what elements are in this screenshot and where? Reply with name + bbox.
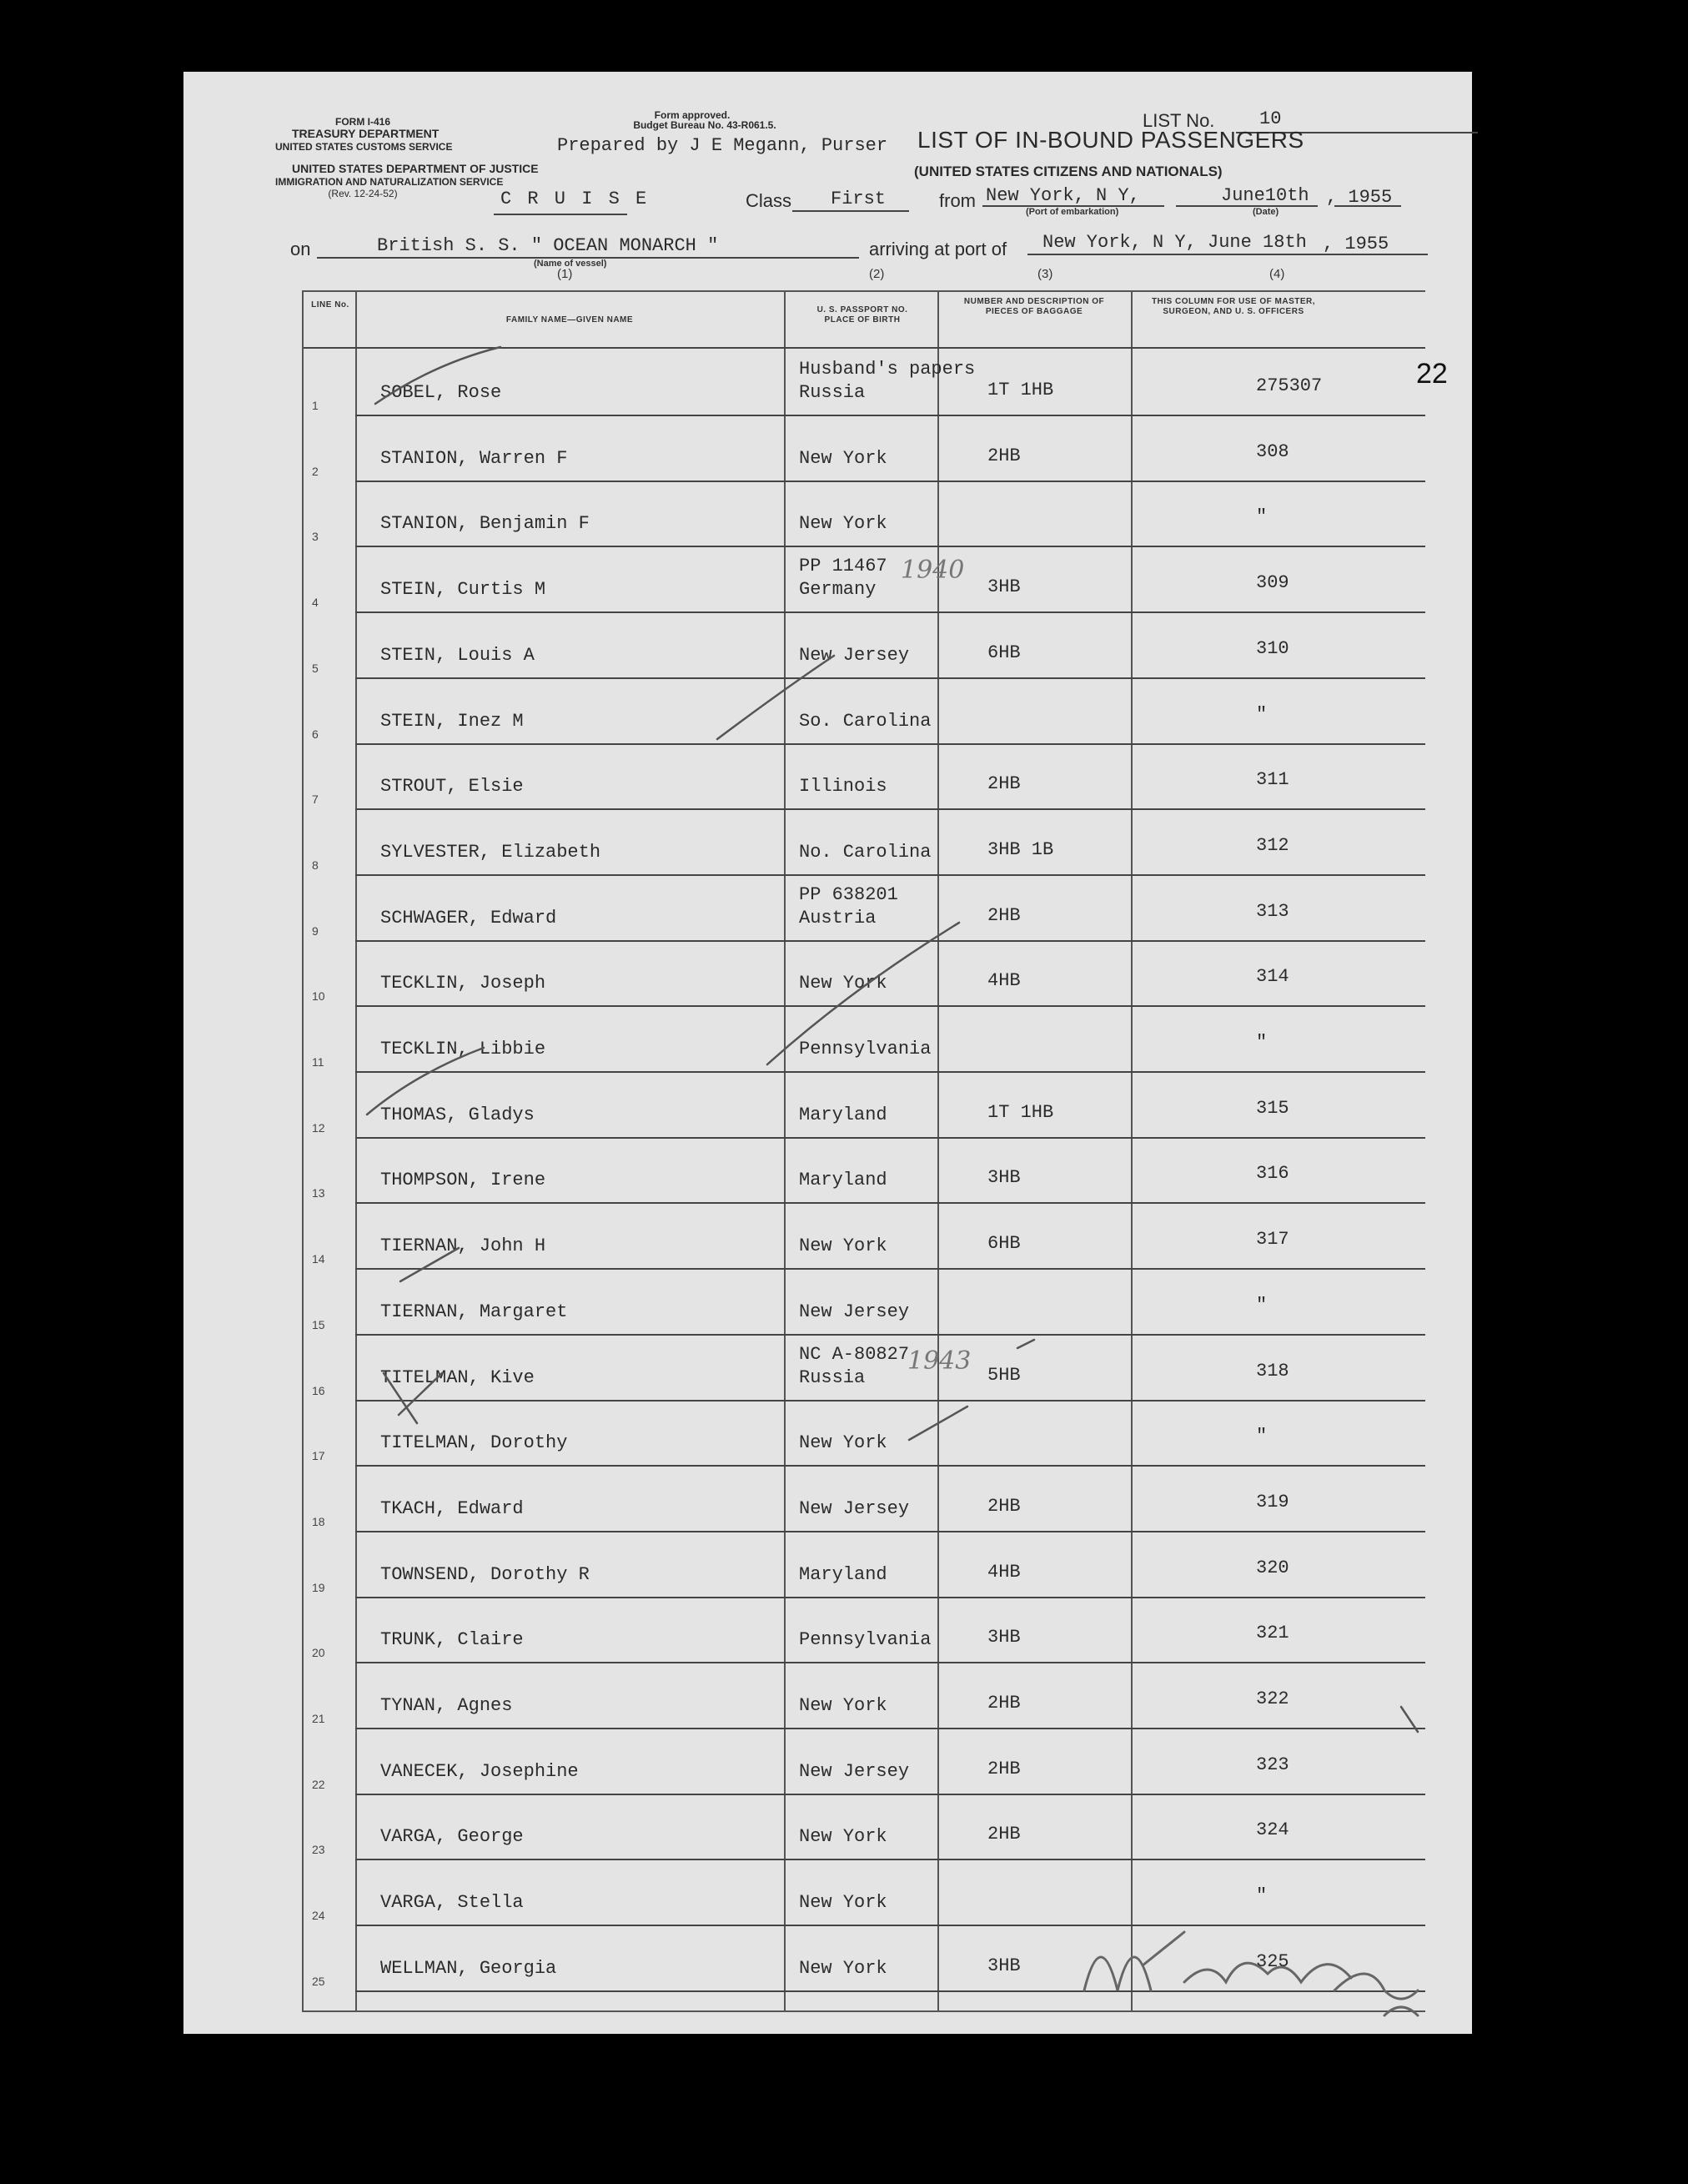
officer-number: 317 xyxy=(1256,1229,1289,1251)
list-no-label: LIST No. xyxy=(1143,110,1215,131)
line-number: 1 xyxy=(312,399,319,412)
arriving-label: arriving at port of xyxy=(869,239,1007,259)
officer-number: " xyxy=(1256,703,1268,725)
manifest-subtitle: (UNITED STATES CITIZENS AND NATIONALS) xyxy=(914,164,1223,179)
passenger-name: SCHWAGER, Edward xyxy=(380,907,557,928)
line-number: 15 xyxy=(312,1317,325,1331)
place-of-birth: Maryland xyxy=(799,1104,887,1125)
passenger-name: TKACH, Edward xyxy=(380,1497,524,1519)
officer-number: 310 xyxy=(1256,637,1289,659)
officer-number: 320 xyxy=(1256,1557,1289,1578)
line-number: 12 xyxy=(312,1120,325,1135)
officer-number: 275307 xyxy=(1256,375,1323,396)
baggage: 2HB xyxy=(987,1758,1021,1779)
passenger-name: STANION, Warren F xyxy=(380,447,568,469)
baggage: 2HB xyxy=(987,904,1021,926)
line-number: 18 xyxy=(312,1514,325,1528)
baggage: 4HB xyxy=(987,970,1021,992)
line-number: 3 xyxy=(312,530,319,544)
officer-number: " xyxy=(1256,1885,1268,1907)
officer-number: 313 xyxy=(1256,900,1289,922)
line-number: 24 xyxy=(312,1909,325,1923)
officer-number: " xyxy=(1256,1032,1268,1053)
passenger-name: STEIN, Inez M xyxy=(380,710,524,732)
place-of-birth: So. Carolina xyxy=(799,710,932,732)
officer-number: 315 xyxy=(1256,1097,1289,1119)
header-officers: THIS COLUMN FOR USE OF MASTER, SURGEON, AND U. S. OFFICERS xyxy=(1151,297,1316,316)
from-label: from xyxy=(939,190,976,211)
line-number: 17 xyxy=(312,1449,325,1463)
header-baggage: NUMBER AND DESCRIPTION OF PIECES OF BAGGAGE xyxy=(963,297,1105,316)
place-of-birth: Germany xyxy=(799,579,877,601)
line-number: 21 xyxy=(312,1712,325,1725)
place-of-birth: New York xyxy=(799,1235,887,1257)
place-of-birth: No. Carolina xyxy=(799,841,932,863)
baggage: 1T 1HB xyxy=(987,1101,1054,1123)
passenger-name: TITELMAN, Kive xyxy=(380,1366,535,1388)
place-of-birth: New York xyxy=(799,973,887,994)
passenger-name: THOMAS, Gladys xyxy=(380,1104,535,1125)
date-caption: (Date) xyxy=(1253,207,1279,217)
place-of-birth: New York xyxy=(799,1957,887,1979)
vessel-caption: (Name of vessel) xyxy=(534,259,607,269)
cruise-label: C R U I S E xyxy=(500,189,650,209)
place-of-birth: Austria xyxy=(799,907,877,928)
handwritten-year-1: 1940 xyxy=(901,556,965,585)
col-num-4: (4) xyxy=(1269,267,1285,281)
baggage: 3HB xyxy=(987,1167,1021,1189)
baggage: 2HB xyxy=(987,445,1021,466)
baggage: 2HB xyxy=(987,1495,1021,1517)
passenger-name: WELLMAN, Georgia xyxy=(380,1957,557,1979)
header-line-no: LINE No. xyxy=(311,300,349,309)
side-number: 22 xyxy=(1416,358,1448,390)
officer-number: 321 xyxy=(1256,1623,1289,1644)
passenger-name: TITELMAN, Dorothy xyxy=(380,1432,568,1454)
officer-number: 308 xyxy=(1256,440,1289,462)
officer-number: " xyxy=(1256,1294,1268,1316)
baggage: 3HB xyxy=(987,576,1021,598)
passenger-name: TIERNAN, John H xyxy=(380,1235,546,1257)
col-num-3: (3) xyxy=(1037,267,1053,281)
officer-number: 316 xyxy=(1256,1163,1289,1185)
on-label: on xyxy=(290,239,311,259)
baggage: 3HB 1B xyxy=(987,838,1054,860)
passenger-name: TECKLIN, Joseph xyxy=(380,973,546,994)
passenger-name: SOBEL, Rose xyxy=(380,382,502,403)
baggage: 4HB xyxy=(987,1561,1021,1583)
arrival-year: , 1955 xyxy=(1323,234,1389,254)
baggage: 6HB xyxy=(987,1233,1021,1255)
officer-number: 311 xyxy=(1256,769,1289,791)
officer-number: 324 xyxy=(1256,1819,1289,1841)
line-number: 14 xyxy=(312,1252,325,1266)
passenger-name: STEIN, Curtis M xyxy=(380,579,546,601)
place-of-birth: New York xyxy=(799,1826,887,1848)
passenger-name: VARGA, Stella xyxy=(380,1892,524,1914)
place-of-birth: Illinois xyxy=(799,776,887,798)
prepared-by: Prepared by J E Megann, Purser xyxy=(557,135,888,156)
line-number: 23 xyxy=(312,1843,325,1857)
manifest-page xyxy=(183,72,1472,2034)
line-number: 4 xyxy=(312,596,319,610)
officer-number: 319 xyxy=(1256,1491,1289,1512)
place-of-birth: New York xyxy=(799,1892,887,1914)
place-of-birth: New Jersey xyxy=(799,1760,910,1782)
passport-no: NC A-80827 xyxy=(799,1343,910,1365)
line-number: 7 xyxy=(312,793,319,807)
passport-no: PP 11467 xyxy=(799,556,887,577)
line-number: 19 xyxy=(312,1580,325,1594)
header-name: FAMILY NAME—GIVEN NAME xyxy=(505,315,634,325)
vessel-name: British S. S. " OCEAN MONARCH " xyxy=(377,235,719,256)
passenger-name: VANECEK, Josephine xyxy=(380,1760,579,1782)
handwritten-marks xyxy=(183,72,1472,2034)
passenger-name: STROUT, Elsie xyxy=(380,776,524,798)
officer-number: 312 xyxy=(1256,834,1289,856)
form-revision: (Rev. 12-24-52) xyxy=(328,188,398,199)
signature-icon xyxy=(1084,1932,1418,2015)
officer-number: " xyxy=(1256,506,1268,528)
from-value: New York, N Y, xyxy=(986,185,1140,206)
officer-number: 325 xyxy=(1256,1950,1289,1972)
ins-service: IMMIGRATION AND NATURALIZATION SERVICE xyxy=(275,176,504,188)
line-number: 16 xyxy=(312,1383,325,1397)
passenger-name: TOWNSEND, Dorothy R xyxy=(380,1563,590,1585)
treasury-dept: TREASURY DEPARTMENT xyxy=(292,127,440,140)
place-of-birth: New York xyxy=(799,513,887,535)
form-number: FORM I-416 xyxy=(334,116,390,128)
passenger-name: TIERNAN, Margaret xyxy=(380,1301,568,1322)
place-of-birth: Russia xyxy=(799,1366,866,1388)
officer-number: 314 xyxy=(1256,966,1289,988)
header-passport: U. S. PASSPORT NO. PLACE OF BIRTH xyxy=(816,305,908,325)
col-num-1: (1) xyxy=(557,267,573,281)
baggage: 3HB xyxy=(987,1627,1021,1648)
line-number: 13 xyxy=(312,1186,325,1200)
line-number: 25 xyxy=(312,1974,325,1988)
line-number: 9 xyxy=(312,923,319,938)
baggage: 3HB xyxy=(987,1955,1021,1976)
passenger-name: STANION, Benjamin F xyxy=(380,513,590,535)
class-label: Class xyxy=(746,190,792,211)
place-of-birth: Maryland xyxy=(799,1170,887,1191)
line-number: 5 xyxy=(312,661,319,675)
line-number: 6 xyxy=(312,727,319,741)
date-value: June10th xyxy=(1221,185,1309,206)
baggage: 2HB xyxy=(987,1693,1021,1713)
place-of-birth: New Jersey xyxy=(799,1497,910,1519)
line-number: 8 xyxy=(312,858,319,872)
officer-number: 309 xyxy=(1256,572,1289,594)
passport-no: Husband's papers xyxy=(799,359,976,380)
place-of-birth: Maryland xyxy=(799,1563,887,1585)
line-number: 10 xyxy=(312,989,325,1004)
passport-no: PP 638201 xyxy=(799,883,898,905)
place-of-birth: Pennsylvania xyxy=(799,1039,932,1059)
officer-number: 318 xyxy=(1256,1360,1289,1381)
port-caption: (Port of embarkation) xyxy=(1026,207,1119,217)
form-approved: Form approved. xyxy=(654,109,731,121)
line-number: 2 xyxy=(312,464,319,478)
line-number: 20 xyxy=(312,1646,325,1660)
list-no-value: 10 xyxy=(1259,108,1282,129)
passenger-name: TECKLIN, Libbie xyxy=(380,1039,546,1059)
passenger-name: TYNAN, Agnes xyxy=(380,1695,513,1716)
place-of-birth: New York xyxy=(799,1432,887,1454)
passenger-name: THOMPSON, Irene xyxy=(380,1170,546,1191)
place-of-birth: New Jersey xyxy=(799,1301,910,1322)
place-of-birth: New York xyxy=(799,1695,887,1716)
baggage: 2HB xyxy=(987,773,1021,795)
baggage: 5HB xyxy=(987,1364,1021,1386)
budget-bureau: Budget Bureau No. 43-R061.5. xyxy=(633,119,776,131)
passenger-name: STEIN, Louis A xyxy=(380,644,535,666)
place-of-birth: New Jersey xyxy=(799,644,910,666)
passenger-name: VARGA, George xyxy=(380,1826,524,1848)
handwritten-year-2: 1943 xyxy=(907,1346,972,1376)
passenger-name: SYLVESTER, Elizabeth xyxy=(380,841,601,863)
year-value: , 1955 xyxy=(1326,187,1393,208)
passenger-name: TRUNK, Claire xyxy=(380,1629,524,1651)
officer-number: " xyxy=(1256,1426,1268,1447)
customs-service: UNITED STATES CUSTOMS SERVICE xyxy=(275,141,453,153)
manifest-title: LIST OF IN-BOUND PASSENGERS xyxy=(917,127,1304,153)
officer-number: 322 xyxy=(1256,1688,1289,1709)
arrival-value: New York, N Y, June 18th xyxy=(1042,232,1307,253)
class-value: First xyxy=(831,189,887,209)
officer-number: 323 xyxy=(1256,1754,1289,1775)
col-num-2: (2) xyxy=(869,267,885,281)
place-of-birth: New York xyxy=(799,447,887,469)
justice-dept: UNITED STATES DEPARTMENT OF JUSTICE xyxy=(292,162,539,175)
line-number: 22 xyxy=(312,1777,325,1791)
place-of-birth: Pennsylvania xyxy=(799,1629,932,1651)
place-of-birth: Russia xyxy=(799,382,866,403)
line-number: 11 xyxy=(312,1055,324,1069)
baggage: 6HB xyxy=(987,642,1021,663)
baggage: 2HB xyxy=(987,1824,1021,1845)
baggage: 1T 1HB xyxy=(987,380,1054,400)
